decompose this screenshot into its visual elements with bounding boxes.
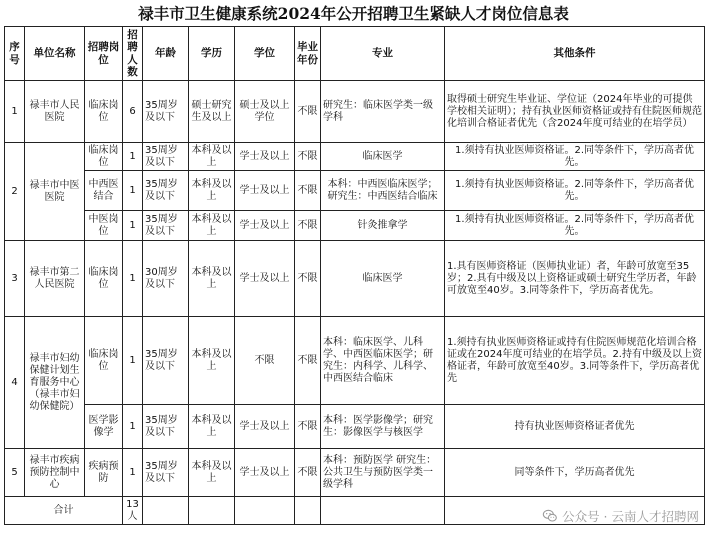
cell-degree: 学士及以上 xyxy=(235,405,295,449)
table-row xyxy=(5,143,705,171)
cell-seq: 4 xyxy=(5,317,25,449)
table-row xyxy=(5,211,705,241)
cell-degree: 学士及以上 xyxy=(235,143,295,171)
cell-age: 35周岁及以下 xyxy=(143,211,189,241)
cell-seq: 2 xyxy=(5,143,25,241)
cell-edu: 本科及以上 xyxy=(189,317,235,405)
cell-degree: 硕士及以上学位 xyxy=(235,81,295,143)
cell-other: 1.须持有执业医师资格证。2.同等条件下，学历高者优先。 xyxy=(445,171,705,211)
header-degree: 学位 xyxy=(235,27,295,81)
cell-year: 不限 xyxy=(295,171,321,211)
header-seq: 序号 xyxy=(5,27,25,81)
cell-post: 临床岗位 xyxy=(85,81,123,143)
header-count: 招聘人数 xyxy=(123,27,143,81)
cell-major: 针灸推拿学 xyxy=(321,211,445,241)
header-major: 专业 xyxy=(321,27,445,81)
cell-age: 35周岁及以下 xyxy=(143,405,189,449)
cell-edu: 本科及以上 xyxy=(189,143,235,171)
page-title: 禄丰市卫生健康系统2024年公开招聘卫生紧缺人才岗位信息表 xyxy=(138,4,569,23)
watermark xyxy=(542,507,699,525)
cell-count: 1 xyxy=(123,143,143,171)
table-row xyxy=(5,449,705,497)
cell-major: 临床医学 xyxy=(321,241,445,317)
cell-seq: 5 xyxy=(5,449,25,497)
cell-degree: 学士及以上 xyxy=(235,171,295,211)
table-row xyxy=(5,405,705,449)
cell-post: 中西医结合 xyxy=(85,171,123,211)
header-year: 毕业年份 xyxy=(295,27,321,81)
watermark-text: 公众号 · 云南人才招聘网 xyxy=(562,509,699,524)
cell-unit: 禄丰市疾病预防控制中心 xyxy=(25,449,85,497)
cell-count: 1 xyxy=(123,171,143,211)
total-count: 13人 xyxy=(123,497,143,525)
cell-count: 1 xyxy=(123,241,143,317)
cell-count: 1 xyxy=(123,317,143,405)
table-row xyxy=(5,171,705,211)
cell-year: 不限 xyxy=(295,449,321,497)
cell-unit: 禄丰市第二人民医院 xyxy=(25,241,85,317)
cell-edu: 本科及以上 xyxy=(189,449,235,497)
cell-age: 35周岁及以下 xyxy=(143,81,189,143)
cell-age: 30周岁及以下 xyxy=(143,241,189,317)
cell-age: 35周岁及以下 xyxy=(143,317,189,405)
header-other: 其他条件 xyxy=(445,27,705,81)
table-row xyxy=(5,241,705,317)
recruitment-table xyxy=(4,26,705,525)
cell-post: 疾病预防 xyxy=(85,449,123,497)
header-post: 招聘岗位 xyxy=(85,27,123,81)
cell-post: 临床岗位 xyxy=(85,317,123,405)
cell-unit: 禄丰市人民医院 xyxy=(25,81,85,143)
cell-other: 1.须持有执业医师资格证。2.同等条件下，学历高者优先。 xyxy=(445,211,705,241)
cell-year: 不限 xyxy=(295,241,321,317)
cell-edu: 本科及以上 xyxy=(189,241,235,317)
cell-seq: 3 xyxy=(5,241,25,317)
cell-major: 本科：中西医临床医学；研究生：中西医结合临床 xyxy=(321,171,445,211)
cell-count: 1 xyxy=(123,449,143,497)
total-label: 合计 xyxy=(5,497,123,525)
cell-edu: 本科及以上 xyxy=(189,211,235,241)
cell-other: 持有执业医师资格证者优先 xyxy=(445,405,705,449)
cell-year: 不限 xyxy=(295,143,321,171)
cell-degree: 学士及以上 xyxy=(235,241,295,317)
cell-other: 取得硕士研究生毕业证、学位证（2024年毕业的可提供学校相关证明）；持有执业医师资格证或持有住院医师规范化培训合格证者优先（含2024年度可结业的在培学员） xyxy=(445,81,705,143)
cell-other: 1.具有医师资格证（医师执业证）者，年龄可放宽至35岁；2.具有中级及以上资格证或硕士研究生学历者，年龄可放宽至40岁。3.同等条件下，学历高者优先。 xyxy=(445,241,705,317)
cell-count: 1 xyxy=(123,211,143,241)
cell-year: 不限 xyxy=(295,405,321,449)
cell-count: 1 xyxy=(123,405,143,449)
cell-edu: 本科及以上 xyxy=(189,405,235,449)
cell-other: 1.须持有执业医师资格证。2.同等条件下，学历高者优先。 xyxy=(445,143,705,171)
cell-age: 35周岁及以下 xyxy=(143,449,189,497)
header-age: 年龄 xyxy=(143,27,189,81)
cell-count: 6 xyxy=(123,81,143,143)
cell-post: 临床岗位 xyxy=(85,241,123,317)
cell-age: 35周岁及以下 xyxy=(143,171,189,211)
cell-degree: 学士及以上 xyxy=(235,449,295,497)
header-edu: 学历 xyxy=(189,27,235,81)
cell-degree: 不限 xyxy=(235,317,295,405)
cell-edu: 硕士研究生及以上 xyxy=(189,81,235,143)
cell-major: 本科：医学影像学；研究生：影像医学与核医学 xyxy=(321,405,445,449)
cell-post: 中医岗位 xyxy=(85,211,123,241)
cell-post: 医学影像学 xyxy=(85,405,123,449)
cell-edu: 本科及以上 xyxy=(189,171,235,211)
cell-major: 研究生：临床医学类一级学科 xyxy=(321,81,445,143)
cell-post: 临床岗位 xyxy=(85,143,123,171)
cell-degree: 学士及以上 xyxy=(235,211,295,241)
cell-seq: 1 xyxy=(5,81,25,143)
cell-major: 本科：临床医学、儿科学、中西医临床医学；研究生：内科学、儿科学、中西医结合临床 xyxy=(321,317,445,405)
table-row xyxy=(5,81,705,143)
table-row xyxy=(5,317,705,405)
cell-age: 35周岁及以下 xyxy=(143,143,189,171)
wechat-icon xyxy=(542,508,558,524)
cell-year: 不限 xyxy=(295,211,321,241)
cell-unit: 禄丰市妇幼保健计划生育服务中心（禄丰市妇幼保健院） xyxy=(25,317,85,449)
cell-year: 不限 xyxy=(295,81,321,143)
cell-major: 临床医学 xyxy=(321,143,445,171)
cell-major: 本科：预防医学 研究生：公共卫生与预防医学类一级学科 xyxy=(321,449,445,497)
cell-other: 1.须持有执业医师资格证或持有住院医师规范化培训合格证或在2024年度可结业的在培学员。2.持有中级及以上资格证者，年龄可放宽至40岁。3.同等条件下，学历高者优先 xyxy=(445,317,705,405)
cell-unit: 禄丰市中医医院 xyxy=(25,143,85,241)
cell-other: 同等条件下，学历高者优先 xyxy=(445,449,705,497)
cell-year: 不限 xyxy=(295,317,321,405)
header-unit: 单位名称 xyxy=(25,27,85,81)
